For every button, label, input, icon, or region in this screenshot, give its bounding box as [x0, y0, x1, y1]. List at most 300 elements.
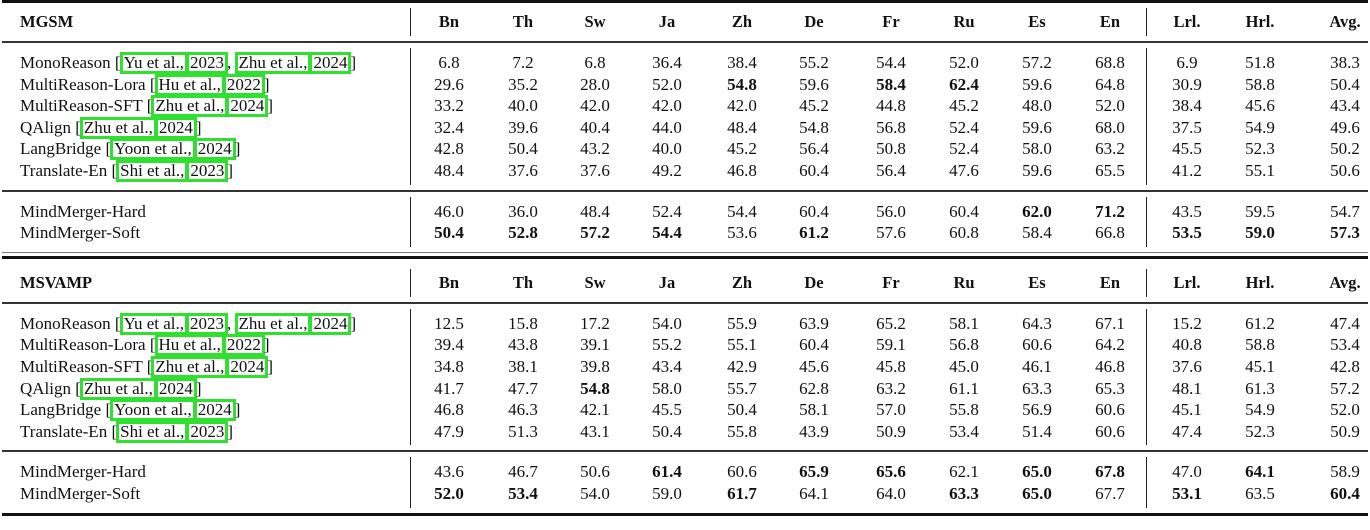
score-cell: 52.0 — [652, 74, 682, 94]
column-header: Bn — [438, 272, 460, 292]
column-header: Ja — [658, 272, 676, 292]
citation-link[interactable]: Zhu et al., — [80, 378, 157, 400]
score-cell: 55.8 — [727, 421, 757, 441]
score-cell: 46.0 — [434, 201, 464, 221]
score-cell: 53.4 — [1330, 335, 1360, 355]
score-cell: 45.5 — [1172, 139, 1202, 159]
table-row — [2, 313, 1368, 335]
method-name — [20, 421, 233, 443]
citation-link[interactable]: Yu et al., — [120, 313, 188, 335]
citation-bracket: [ — [145, 74, 156, 94]
table-row — [2, 160, 1368, 182]
score-cell: 67.1 — [1095, 313, 1125, 333]
score-cell: 41.2 — [1172, 160, 1202, 180]
score-cell: 54.0 — [580, 483, 610, 503]
score-cell: 39.6 — [508, 117, 538, 137]
score-cell: 38.1 — [508, 356, 538, 376]
score-cell: 57.6 — [876, 223, 906, 243]
column-header: De — [804, 272, 824, 292]
citation-bracket: [ — [71, 378, 81, 398]
score-cell: 50.6 — [1330, 160, 1360, 180]
citation-link[interactable]: Zhu et al., — [80, 117, 157, 139]
column-header: Lrl. — [1173, 12, 1201, 31]
citation-link[interactable]: 2022 — [223, 334, 265, 356]
score-cell: 43.2 — [580, 139, 610, 159]
score-cell: 54.4 — [876, 53, 906, 72]
score-cell: 54.4 — [727, 201, 757, 221]
score-cell: 6.8 — [438, 53, 460, 72]
column-header: En — [1099, 272, 1121, 292]
score-cell: 59.6 — [1022, 160, 1052, 180]
score-cell: 57.2 — [1022, 53, 1052, 72]
score-cell: 62.8 — [799, 378, 829, 398]
citation-link[interactable]: Zhu et al., — [151, 95, 228, 117]
score-cell: 51.8 — [1245, 53, 1275, 72]
citation-bracket: ] — [263, 74, 270, 94]
column-header: De — [804, 12, 824, 31]
score-cell: 43.8 — [508, 335, 538, 355]
method-label: MultiReason-SFT — [20, 96, 143, 116]
score-cell: 53.1 — [1172, 483, 1202, 503]
score-cell: 64.8 — [1095, 74, 1125, 94]
column-header: Sw — [584, 12, 606, 31]
score-cell: 43.4 — [1330, 96, 1360, 116]
score-cell: 46.8 — [727, 160, 757, 180]
score-cell: 58.0 — [1022, 139, 1052, 159]
score-cell: 50.4 — [434, 223, 464, 243]
method-label: MultiReason-SFT — [20, 356, 143, 376]
score-cell: 59.6 — [799, 74, 829, 94]
score-cell: 37.5 — [1172, 117, 1202, 137]
ours-group — [2, 192, 1368, 252]
score-cell: 54.8 — [727, 74, 757, 94]
score-cell: 60.4 — [799, 201, 829, 221]
method-label: QAlign — [20, 117, 71, 137]
table-row — [2, 421, 1368, 443]
score-cell: 38.4 — [1172, 96, 1202, 116]
citation-link[interactable]: Shi et al., — [116, 421, 188, 443]
citation-bracket: ] — [234, 139, 241, 159]
score-cell: 43.1 — [580, 421, 610, 441]
score-cell: 38.4 — [727, 53, 757, 72]
score-cell: 42.8 — [434, 139, 464, 159]
score-cell: 58.8 — [1245, 74, 1275, 94]
citation-link[interactable]: 2024 — [226, 95, 268, 117]
score-cell: 65.6 — [876, 462, 906, 482]
score-cell: 46.8 — [1095, 356, 1125, 376]
citation-link[interactable]: Yoon et al., — [110, 138, 196, 160]
citation-bracket: [ — [107, 160, 118, 180]
score-cell: 37.6 — [508, 160, 538, 180]
score-cell: 58.1 — [799, 400, 829, 420]
table-row — [2, 483, 1368, 505]
score-cell: 46.8 — [434, 400, 464, 420]
score-cell: 42.1 — [580, 400, 610, 420]
citation-bracket: ] — [267, 356, 273, 376]
column-header: Hrl. — [1245, 12, 1275, 31]
citation-bracket: [ — [101, 139, 112, 159]
score-cell: 62.4 — [949, 74, 979, 94]
score-cell: 54.0 — [652, 313, 682, 333]
score-cell: 47.4 — [1330, 313, 1360, 333]
method-name — [20, 356, 273, 378]
citation-link[interactable]: Hu et al., — [155, 74, 225, 96]
citation-bracket: ] — [350, 313, 357, 333]
score-cell: 59.6 — [1022, 117, 1052, 137]
citation-bracket: ] — [227, 421, 234, 441]
citation-link[interactable]: 2022 — [223, 74, 265, 96]
score-cell: 52.4 — [949, 139, 979, 159]
column-header: Lrl. — [1173, 272, 1201, 292]
method-label: MindMerger-Soft — [20, 483, 141, 503]
method-name — [20, 74, 270, 96]
score-cell: 45.2 — [799, 96, 829, 116]
score-cell: 63.2 — [1095, 139, 1125, 159]
method-name — [20, 201, 146, 223]
score-cell: 52.0 — [1095, 96, 1125, 116]
baseline-group — [2, 304, 1368, 451]
score-cell: 64.2 — [1095, 335, 1125, 355]
citation-link[interactable]: 2024 — [309, 313, 351, 335]
method-label: MindMerger-Hard — [20, 462, 146, 482]
table-row — [2, 138, 1368, 160]
score-cell: 55.9 — [727, 313, 757, 333]
score-cell: 50.4 — [727, 400, 757, 420]
citation-bracket: [ — [101, 400, 112, 420]
score-cell: 36.0 — [508, 201, 538, 221]
score-cell: 58.8 — [1245, 335, 1275, 355]
score-cell: 47.7 — [508, 378, 538, 398]
header-row-group — [2, 3, 1368, 41]
score-cell: 7.2 — [512, 53, 534, 72]
dataset-title: MSVAMP — [20, 272, 93, 292]
score-cell: 68.8 — [1095, 53, 1125, 72]
citation-link[interactable]: Zhu et al., — [151, 356, 228, 378]
citation-link[interactable]: 2023 — [186, 160, 228, 182]
column-header: Ru — [953, 272, 975, 292]
citation-link[interactable]: 2024 — [155, 117, 197, 139]
score-cell: 46.3 — [508, 400, 538, 420]
score-cell: 42.0 — [580, 96, 610, 116]
score-cell: 68.0 — [1095, 117, 1125, 137]
table-row — [2, 356, 1368, 378]
citation-bracket: [ — [110, 313, 121, 333]
score-cell: 71.2 — [1095, 201, 1125, 221]
method-label: MonoReason — [20, 53, 111, 72]
score-cell: 37.6 — [580, 160, 610, 180]
score-cell: 46.7 — [508, 462, 538, 482]
score-cell: 60.4 — [799, 335, 829, 355]
method-label: Translate-En — [20, 421, 108, 441]
method-name — [20, 378, 202, 400]
score-cell: 40.0 — [508, 96, 538, 116]
score-cell: 34.8 — [434, 356, 464, 376]
score-cell: 57.2 — [580, 223, 610, 243]
score-cell: 60.6 — [727, 462, 757, 482]
score-cell: 65.5 — [1095, 160, 1125, 180]
score-cell: 40.0 — [652, 139, 682, 159]
score-cell: 58.1 — [949, 313, 979, 333]
score-cell: 58.0 — [652, 378, 682, 398]
score-cell: 58.4 — [1022, 223, 1052, 243]
score-cell: 52.4 — [652, 201, 682, 221]
column-header: Avg. — [1329, 12, 1361, 31]
table-row — [2, 399, 1368, 421]
table-row — [2, 201, 1368, 223]
table-row — [2, 461, 1368, 483]
citation-bracket: ] — [267, 96, 273, 116]
score-cell: 52.0 — [1330, 400, 1360, 420]
method-name — [20, 334, 270, 356]
score-cell: 36.4 — [652, 53, 682, 72]
score-cell: 49.6 — [1330, 117, 1360, 137]
score-cell: 50.8 — [876, 139, 906, 159]
citation-bracket: ] — [234, 400, 241, 420]
score-cell: 47.0 — [1172, 462, 1202, 482]
citation-link[interactable]: 2024 — [194, 138, 236, 160]
score-cell: 60.8 — [949, 223, 979, 243]
score-cell: 54.7 — [1330, 201, 1360, 221]
method-label: MonoReason — [20, 313, 111, 333]
score-cell: 65.0 — [1022, 483, 1052, 503]
score-cell: 55.2 — [652, 335, 682, 355]
score-cell: 61.7 — [727, 483, 757, 503]
score-cell: 64.3 — [1022, 313, 1052, 333]
score-cell: 54.8 — [799, 117, 829, 137]
method-label: MindMerger-Soft — [20, 223, 141, 243]
score-cell: 50.9 — [876, 421, 906, 441]
table-row — [2, 334, 1368, 356]
score-cell: 46.1 — [1022, 356, 1052, 376]
score-cell: 59.0 — [652, 483, 682, 503]
score-cell: 53.5 — [1172, 223, 1202, 243]
score-cell: 63.3 — [1022, 378, 1052, 398]
citation-link[interactable]: Zhu et al., — [235, 313, 312, 335]
score-cell: 63.2 — [876, 378, 906, 398]
score-cell: 57.0 — [876, 400, 906, 420]
citation-bracket: [ — [145, 335, 156, 355]
citation-bracket: , — [227, 313, 236, 333]
score-cell: 67.7 — [1095, 483, 1125, 503]
score-cell: 41.7 — [434, 378, 464, 398]
column-header: Avg. — [1329, 272, 1361, 292]
citation-bracket: , — [227, 53, 236, 72]
score-cell: 60.6 — [1095, 421, 1125, 441]
citation-link[interactable]: 2024 — [155, 378, 197, 400]
score-cell: 64.1 — [1245, 462, 1275, 482]
score-cell: 52.0 — [949, 53, 979, 72]
score-cell: 52.4 — [949, 117, 979, 137]
score-cell: 32.4 — [434, 117, 464, 137]
score-cell: 6.9 — [1176, 53, 1198, 72]
score-cell: 29.6 — [434, 74, 464, 94]
score-cell: 30.9 — [1172, 74, 1202, 94]
column-header: Zh — [731, 272, 753, 292]
score-cell: 42.0 — [652, 96, 682, 116]
citation-link[interactable]: 2023 — [186, 313, 228, 335]
score-cell: 45.6 — [1245, 96, 1275, 116]
score-cell: 42.0 — [727, 96, 757, 116]
score-cell: 48.4 — [727, 117, 757, 137]
score-cell: 44.0 — [652, 117, 682, 137]
citation-link[interactable]: Yu et al., — [120, 52, 188, 74]
score-cell: 45.1 — [1172, 400, 1202, 420]
score-cell: 60.6 — [1022, 335, 1052, 355]
score-cell: 50.4 — [508, 139, 538, 159]
citation-link[interactable]: 2024 — [226, 356, 268, 378]
method-name — [20, 313, 356, 335]
score-cell: 65.0 — [1022, 462, 1052, 482]
score-cell: 39.1 — [580, 335, 610, 355]
score-cell: 50.2 — [1330, 139, 1360, 159]
score-cell: 63.9 — [799, 313, 829, 333]
score-cell: 61.2 — [799, 223, 829, 243]
score-cell: 65.2 — [876, 313, 906, 333]
score-cell: 56.0 — [876, 201, 906, 221]
citation-link[interactable]: Yoon et al., — [110, 399, 196, 421]
score-cell: 42.9 — [727, 356, 757, 376]
score-cell: 65.3 — [1095, 378, 1125, 398]
score-cell: 48.4 — [580, 201, 610, 221]
method-label: Translate-En — [20, 160, 108, 180]
table-row — [2, 95, 1368, 117]
header-row — [2, 3, 1368, 41]
score-cell: 51.4 — [1022, 421, 1052, 441]
score-cell: 43.9 — [799, 421, 829, 441]
citation-bracket: [ — [71, 117, 81, 137]
citation-bracket: ] — [350, 53, 357, 72]
score-cell: 64.0 — [876, 483, 906, 503]
score-cell: 52.3 — [1245, 421, 1275, 441]
score-cell: 63.3 — [949, 483, 979, 503]
score-cell: 51.3 — [508, 421, 538, 441]
score-cell: 55.1 — [727, 335, 757, 355]
score-cell: 57.3 — [1330, 223, 1360, 243]
column-header: Zh — [731, 12, 753, 31]
score-cell: 56.9 — [1022, 400, 1052, 420]
citation-link[interactable]: 2023 — [186, 421, 228, 443]
method-label: LangBridge — [20, 400, 102, 420]
score-cell: 50.4 — [652, 421, 682, 441]
score-cell: 39.4 — [434, 335, 464, 355]
citation-link[interactable]: Hu et al., — [155, 334, 225, 356]
citation-bracket: [ — [110, 53, 121, 72]
score-cell: 60.4 — [799, 160, 829, 180]
citation-link[interactable]: 2024 — [309, 52, 351, 74]
score-cell: 52.8 — [508, 223, 538, 243]
score-cell: 38.3 — [1330, 53, 1360, 72]
citation-link[interactable]: Shi et al., — [116, 160, 188, 182]
score-cell: 48.0 — [1022, 96, 1052, 116]
score-cell: 60.4 — [1330, 483, 1360, 503]
method-name — [20, 52, 356, 74]
score-cell: 59.5 — [1245, 201, 1275, 221]
score-cell: 54.9 — [1245, 117, 1275, 137]
citation-link[interactable]: 2024 — [194, 399, 236, 421]
baseline-group — [2, 43, 1368, 190]
score-cell: 54.9 — [1245, 400, 1275, 420]
score-cell: 62.1 — [949, 462, 979, 482]
citation-bracket: ] — [195, 378, 202, 398]
score-cell: 62.0 — [1022, 201, 1052, 221]
score-cell: 45.1 — [1245, 356, 1275, 376]
score-cell: 53.4 — [949, 421, 979, 441]
score-cell: 55.2 — [799, 53, 829, 72]
table-row — [2, 52, 1368, 74]
score-cell: 48.4 — [434, 160, 464, 180]
column-header: Hrl. — [1245, 272, 1275, 292]
score-cell: 43.6 — [434, 462, 464, 482]
ours-group — [2, 452, 1368, 512]
score-cell: 64.1 — [799, 483, 829, 503]
score-cell: 47.6 — [949, 160, 979, 180]
citation-bracket: [ — [142, 356, 153, 376]
score-cell: 54.8 — [580, 378, 610, 398]
score-cell: 39.8 — [580, 356, 610, 376]
score-cell: 47.4 — [1172, 421, 1202, 441]
score-cell: 42.8 — [1330, 356, 1360, 376]
citation-link[interactable]: 2023 — [186, 52, 228, 74]
score-cell: 12.5 — [434, 313, 464, 333]
citation-bracket: [ — [142, 96, 153, 116]
dataset-title: MGSM — [20, 12, 74, 31]
score-cell: 56.4 — [799, 139, 829, 159]
method-name — [20, 95, 273, 117]
column-header: Es — [1028, 12, 1046, 31]
header-row-group — [2, 264, 1368, 302]
citation-link[interactable]: Zhu et al., — [235, 52, 312, 74]
score-cell: 33.2 — [434, 96, 464, 116]
score-cell: 45.6 — [799, 356, 829, 376]
column-header: En — [1099, 12, 1121, 31]
score-cell: 45.5 — [652, 400, 682, 420]
method-name — [20, 483, 140, 505]
score-cell: 59.6 — [1022, 74, 1052, 94]
method-label: MindMerger-Hard — [20, 201, 146, 221]
score-cell: 58.9 — [1330, 462, 1360, 482]
column-header: Th — [512, 12, 534, 31]
score-cell: 53.4 — [508, 483, 538, 503]
table-row — [2, 74, 1368, 96]
column-header: Th — [512, 272, 534, 292]
score-cell: 45.8 — [876, 356, 906, 376]
score-cell: 53.6 — [727, 223, 757, 243]
score-cell: 57.2 — [1330, 378, 1360, 398]
score-cell: 15.8 — [508, 313, 538, 333]
score-cell: 50.4 — [1330, 74, 1360, 94]
method-name — [20, 160, 233, 182]
score-cell: 52.0 — [434, 483, 464, 503]
method-name — [20, 117, 202, 139]
bottom-rule — [2, 513, 1368, 516]
score-cell: 56.8 — [876, 117, 906, 137]
column-header: Ru — [953, 12, 975, 31]
score-cell: 66.8 — [1095, 223, 1125, 243]
column-header: Fr — [882, 272, 900, 292]
score-cell: 55.8 — [949, 400, 979, 420]
score-cell: 54.4 — [652, 223, 682, 243]
score-cell: 65.9 — [799, 462, 829, 482]
score-cell: 45.2 — [949, 96, 979, 116]
column-header: Es — [1028, 272, 1046, 292]
column-header: Sw — [584, 272, 606, 292]
method-name — [20, 461, 146, 483]
score-cell: 56.4 — [876, 160, 906, 180]
score-cell: 56.8 — [949, 335, 979, 355]
score-cell: 45.2 — [727, 139, 757, 159]
score-cell: 50.6 — [580, 462, 610, 482]
method-label: MultiReason-Lora — [20, 335, 146, 355]
